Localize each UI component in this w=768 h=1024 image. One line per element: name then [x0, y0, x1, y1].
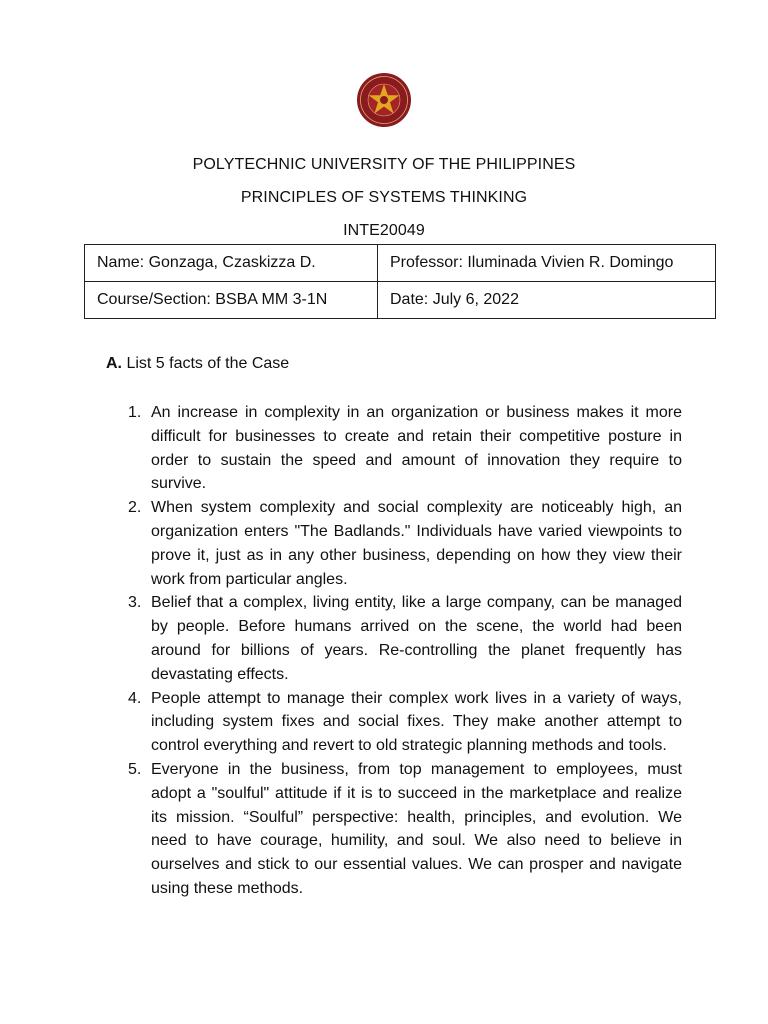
pup-seal-icon: [356, 72, 412, 128]
fact-text: An increase in complexity in an organization or business makes it more difficult for businesses to create and retain their competitive posture in order to sustain the speed and amount of innovation they require to survive.: [151, 404, 682, 493]
fact-text: Everyone in the business, from top management to employees, must adopt a "soulful" attitude if it is to succeed in the marketplace and realize its mission. “Soulful” perspective: health, principles, and evolution. We need to have courage, humility, and soul. We also need to believe in ourselves and stick to our essential values. We can prosper and navigate using these methods.: [151, 760, 682, 897]
fact-text: People attempt to manage their complex work lives in a variety of ways, including system fixes and social fixes. They make another attempt to control everything and revert to old strategic planning methods and tools.: [151, 689, 682, 755]
section-title: List 5 facts of the Case: [122, 355, 290, 372]
list-number: 3.: [128, 594, 142, 612]
professor-name: Professor: Iluminada Vivien R. Domingo: [378, 245, 716, 282]
course-section: Course/Section: BSBA MM 3-1N: [85, 282, 378, 319]
course-code: INTE20049: [343, 222, 425, 239]
table-row: [85, 245, 716, 282]
list-item: [128, 591, 682, 686]
list-number: 4.: [128, 689, 142, 707]
list-number: 5.: [128, 760, 142, 778]
list-number: 2.: [128, 499, 142, 517]
fact-text: When system complexity and social complexity are noticeably high, an organization enters "The Badlands." Individuals have varied viewpoints to prove it, just as in any other business, depending on how they view their work from particular angles.: [151, 499, 682, 588]
table-row: [85, 282, 716, 319]
section-marker: A.: [106, 355, 122, 372]
university-name: POLYTECHNIC UNIVERSITY OF THE PHILIPPINES: [192, 156, 576, 173]
fact-text: Belief that a complex, living entity, like a large company, can be managed by people. Before humans arrived on the scene, the world had been around for billions of years. Re-controlling the planet frequently has devastating effects.: [151, 594, 682, 683]
list-number: 1.: [128, 404, 142, 421]
list-item: [128, 401, 682, 496]
list-item: [128, 758, 682, 901]
student-info-table: [84, 244, 716, 319]
section-a-heading: [106, 355, 289, 373]
course-title: PRINCIPLES OF SYSTEMS THINKING: [240, 189, 528, 206]
facts-list: [128, 401, 682, 901]
submission-date: Date: July 6, 2022: [378, 282, 716, 319]
list-item: [128, 687, 682, 758]
student-name: Name: Gonzaga, Czaskizza D.: [85, 245, 378, 282]
list-item: [128, 496, 682, 591]
